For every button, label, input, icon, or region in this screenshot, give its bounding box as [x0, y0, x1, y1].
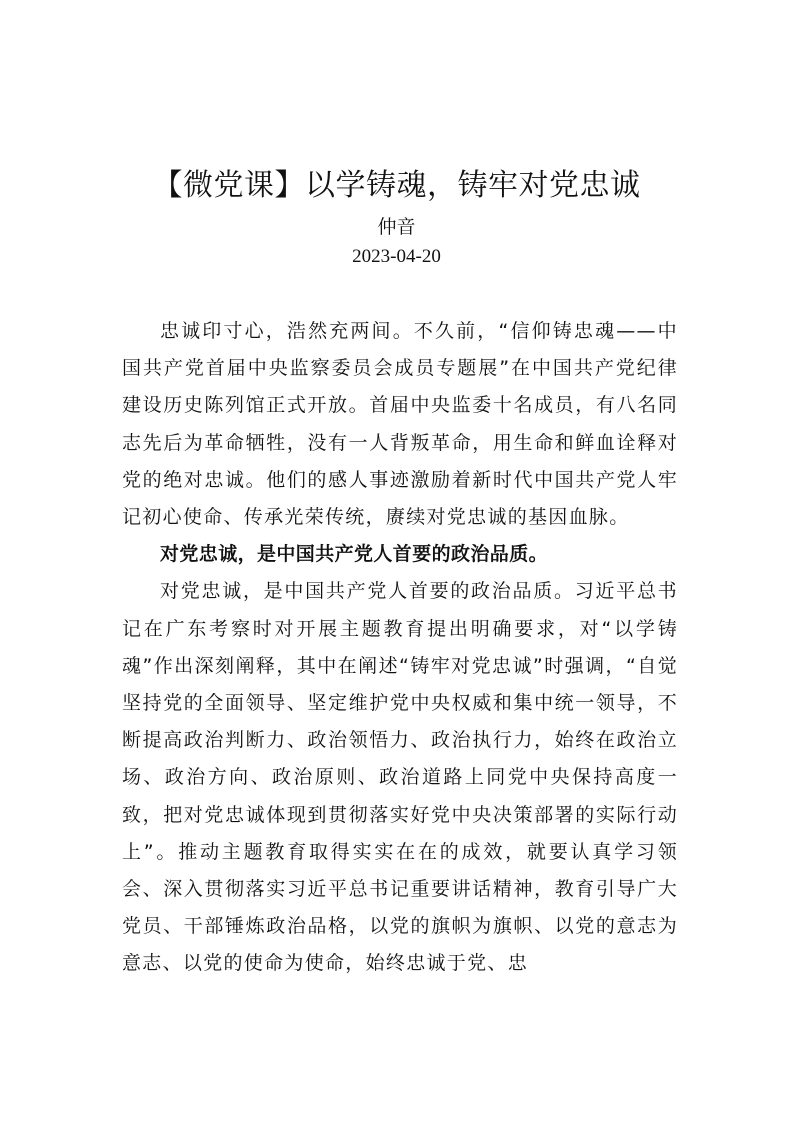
document-date: 2023-04-20: [352, 246, 441, 267]
document-body: [122, 313, 678, 983]
body-paragraph: 对党忠诚，是中国共产党人首要的政治品质。习近平总书记在广东考察时对开展主题教育提出明确要求，对“以学铸魂”作出深刻阐释，其中在阐述“铸牢对党忠诚”时强调，“自觉坚持党的全面领导、坚定维护党中央权威和集中统一领导，不断提高政治判断力、政治领悟力、政治执行力，始终在政治立场、政治方向、政治原则、政治道路上同党中央保持高度一致，把对党忠诚体现到贯彻落实好党中央决策部署的实际行动上”。推动主题教育取得实实在在的成效，就要认真学习领会、深入贯彻落实习近平总书记重要讲话精神，教育引导广大党员、干部锤炼政治品格，以党的旗帜为旗帜、以党的意志为意志、以党的使命为使命，始终忠诚于党、忠: [122, 580, 678, 975]
section-heading: 对党忠诚，是中国共产党人首要的政治品质。: [160, 543, 549, 566]
document-title: 【微党课】以学铸魂，铸牢对党忠诚: [152, 168, 641, 203]
document-author: 仲音: [377, 216, 416, 238]
body-paragraph: 忠诚印寸心，浩然充两间。不久前，“信仰铸忠魂——中国共产党首届中央监察委员会成员专题展”在中国共产党纪律建设历史陈列馆正式开放。首届中央监委十名成员，有八名同志先后为革命牺牲，没有一人背叛革命，用生命和鲜血诠释对党的绝对忠诚。他们的感人事迹激励着新时代中国共产党人牢记初心使命、传承光荣传统，赓续对党忠诚的基因血脉。: [122, 320, 678, 529]
